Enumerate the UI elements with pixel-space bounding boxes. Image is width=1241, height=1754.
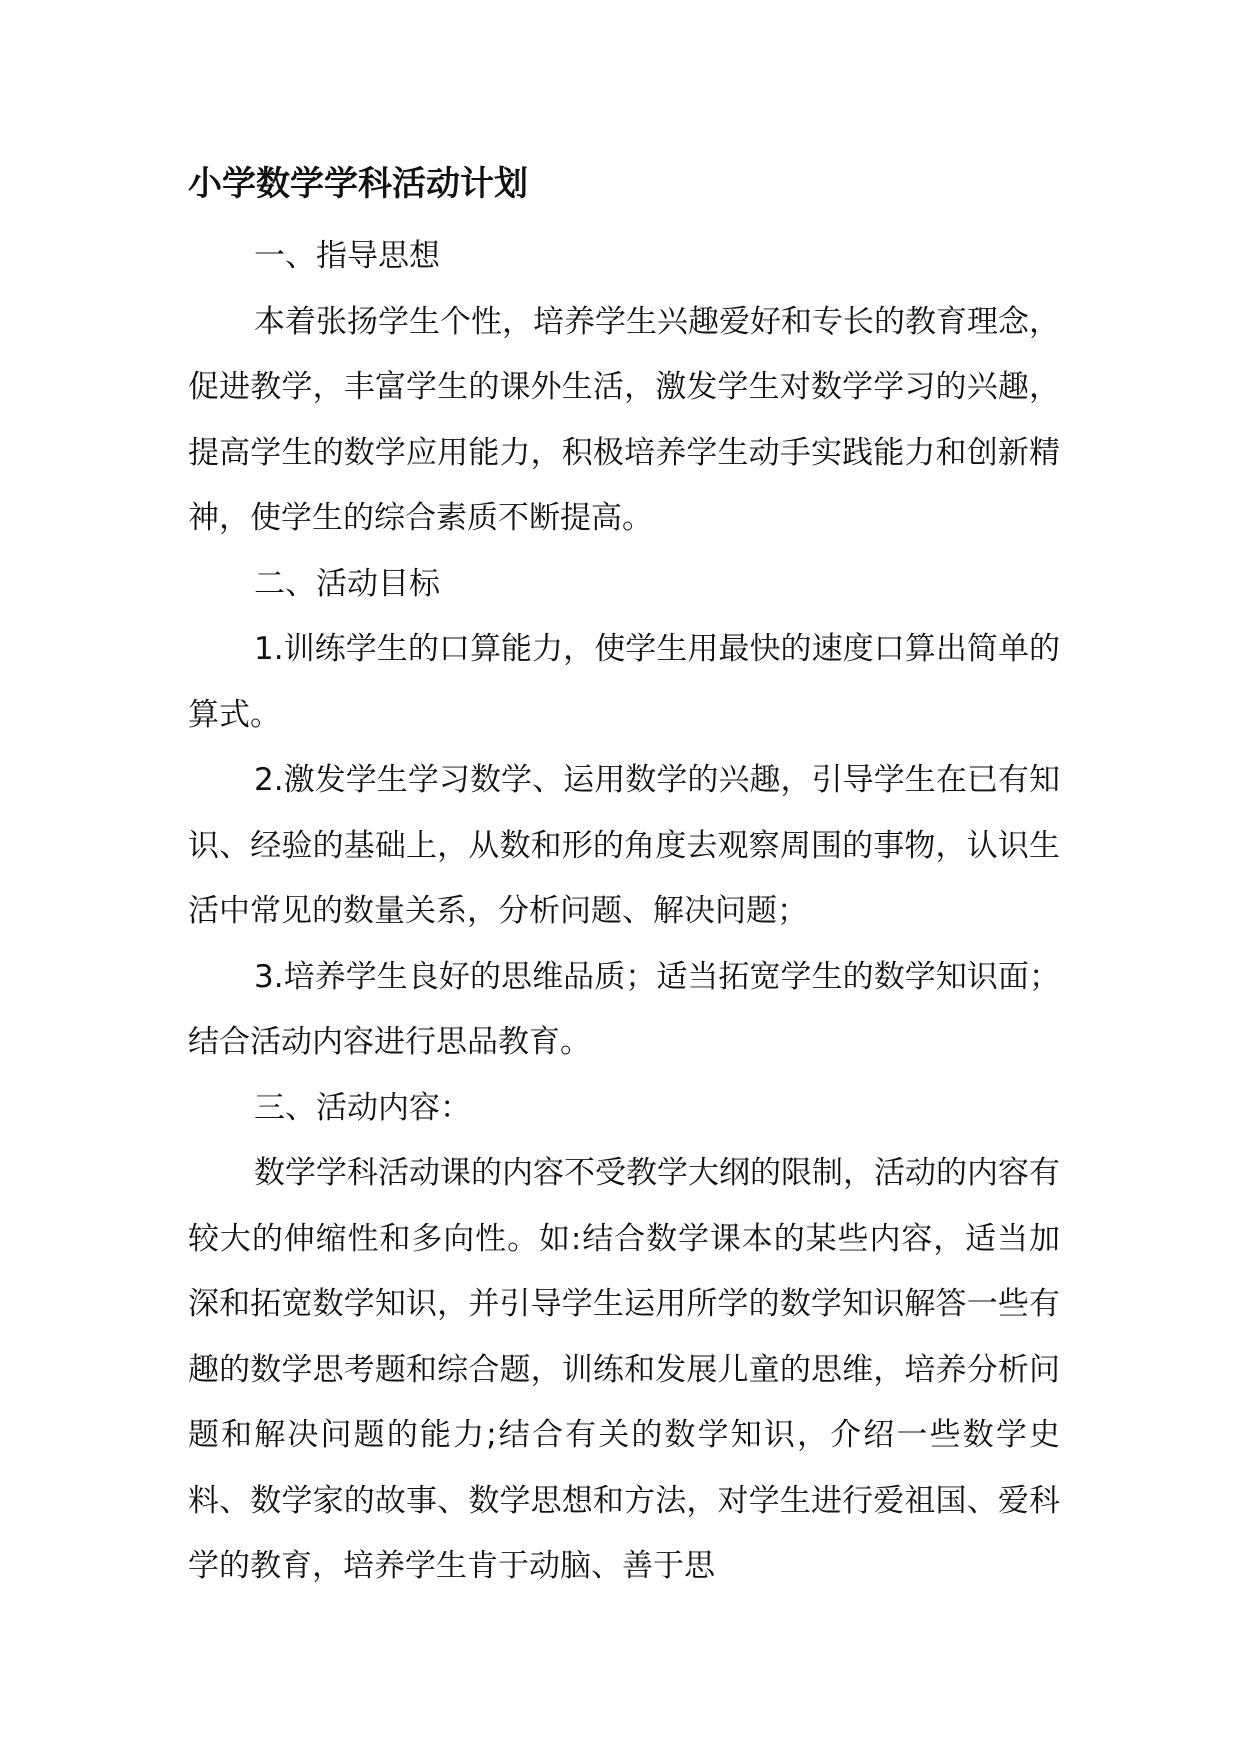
section-activity-content: [188, 1076, 1060, 1600]
paragraph: 2.激发学生学习数学、运用数学的兴趣，引导学生在已有知识、经验的基础上，从数和形的角度去观察周围的事物，认识生活中常见的数量关系，分析问题、解决问题；: [188, 762, 1060, 929]
paragraph: 3.培养学生良好的思维品质；适当拓宽学生的数学知识面；结合活动内容进行思品教育。: [188, 958, 1060, 1060]
section-heading: 一、指导思想: [254, 238, 440, 274]
section-guiding-ideology: [188, 224, 1060, 552]
section-heading: 三、活动内容：: [254, 1089, 471, 1126]
paragraph: 数学学科活动课的内容不受教学大纲的限制，活动的内容有较大的伸缩性和多向性。如:结合数学课本的某些内容，适当加深和拓宽数学知识，并引导学生运用所学的数学知识解答一些有趣的数学思考题和综合题，训练和发展儿童的思维，培养分析问题和解决问题的能力;结合有关的数学知识，介绍一些数学史料、数学家的故事、数学思想和方法，对学生进行爱祖国、爱科学的教育，培养学生肯于动脑、善于思: [188, 1155, 1060, 1584]
section-heading: 二、活动目标: [254, 565, 440, 602]
document-page: [188, 150, 1060, 1600]
paragraph: 本着张扬学生个性，培养学生兴趣爱好和专长的教育理念，促进教学，丰富学生的课外生活，激发学生对数学学习的兴趣，提高学生的数学应用能力，积极培养学生动手实践能力和创新精神，使学生的综合素质不断提高。: [188, 303, 1060, 536]
paragraph: 1.训练学生的口算能力，使学生用最快的速度口算出简单的算式。: [188, 631, 1060, 733]
section-activity-goals: [188, 552, 1060, 1076]
document-title: 小学数学学科活动计划: [188, 164, 528, 204]
